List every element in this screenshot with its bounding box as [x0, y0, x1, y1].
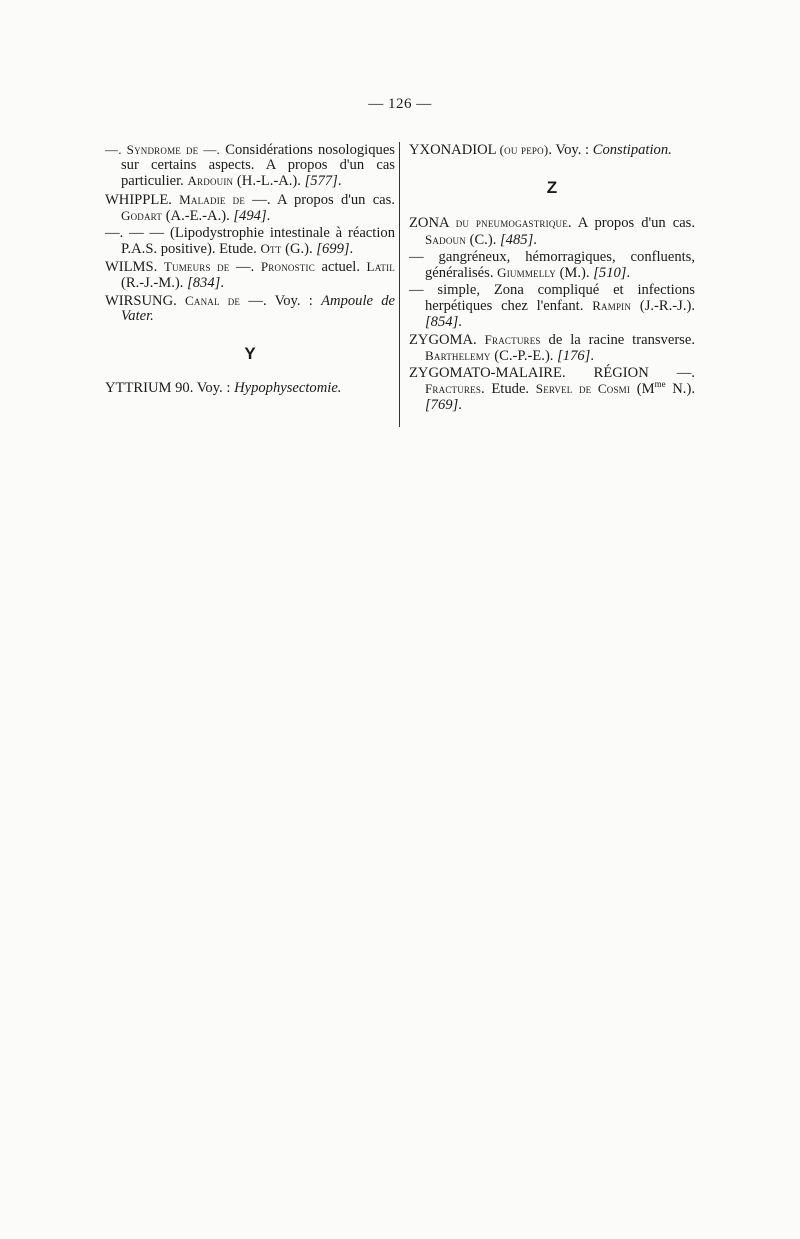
entry-author: Latil — [366, 259, 395, 275]
entry-text: . A propos d'un cas. — [567, 215, 695, 232]
entry-initials: (A.-E.-A.). — [162, 207, 234, 224]
entry-reference: [854] — [425, 313, 459, 330]
entry-reference: [577] — [304, 173, 338, 190]
index-entry — [409, 250, 695, 281]
entry-subheading: Tumeurs de — [163, 259, 230, 275]
entry-initials: (M.). — [555, 265, 594, 282]
entry-reference: [510] — [593, 265, 627, 282]
left-column — [105, 142, 395, 399]
entry-text: Considérations nosologiques sur certains aspects. A propos d'un cas particulier. — [121, 142, 395, 190]
entry-text: —. A propos d'un cas. — [245, 191, 395, 208]
entry-author: Ardouin — [187, 173, 234, 189]
right-column — [409, 142, 695, 415]
entry-heading: ZYGOMA. — [409, 331, 485, 348]
page-number: — 126 — — [368, 96, 432, 112]
index-entry — [409, 332, 695, 364]
entry-heading: ZYGOMATO-MALAIRE. RÉGION —. — [409, 365, 695, 382]
entry-see-also: Constipation. — [592, 142, 672, 158]
entry-subheading: (ou pepo) — [499, 142, 549, 157]
entry-initials: N.). — [665, 381, 695, 398]
entry-heading: WILMS. — [105, 259, 164, 276]
entry-end: . — [533, 231, 537, 248]
entry-heading: —. — — (Lipodystrophie intestinale à réaction P.A.S. positive). Etude. — [105, 225, 395, 258]
entry-subheading: Fractures — [425, 381, 482, 397]
entry-end: . — [349, 241, 354, 258]
entry-author: Ott — [260, 241, 282, 257]
index-entry — [409, 215, 695, 247]
entry-author: Servel de Cosmi — [535, 381, 631, 397]
entry-text: . Voy. : — [548, 142, 593, 158]
entry-reference: [834] — [187, 274, 221, 291]
entry-author: Rampin — [592, 298, 632, 314]
entry-heading: ZONA — [409, 215, 456, 232]
entry-end: . — [337, 173, 342, 190]
entry-initials: (C.). — [465, 231, 500, 248]
entry-reference: [176] — [557, 348, 591, 365]
entry-subheading: Maladie de — [179, 191, 246, 207]
entry-text: . Etude. — [481, 381, 536, 398]
entry-heading: — gangréneux, hémorragiques, confluents, généralisés. — [409, 248, 695, 282]
index-entry — [105, 293, 395, 324]
entry-initials: (R.-J.-M.). — [121, 274, 188, 291]
entry-end: . — [458, 396, 462, 413]
entry-author: Giummelly — [497, 265, 556, 281]
entry-author: Godart — [121, 207, 163, 223]
entry-text: de la racine transverse. — [540, 331, 695, 348]
index-entry — [409, 283, 695, 330]
entry-subheading: du pneumogastrique — [455, 215, 568, 231]
entry-subheading: Canal de — [185, 292, 241, 308]
entry-heading: WHIPPLE. — [105, 191, 180, 208]
entry-heading: WIRSUNG. — [105, 292, 185, 309]
entry-author: Sadoun — [425, 231, 466, 247]
entry-text: —. Voy. : — [240, 292, 322, 309]
entry-see-also: Ampoule de Vater. — [121, 292, 396, 325]
entry-superscript: me — [654, 379, 666, 390]
entry-subheading: Pronostic — [260, 259, 315, 275]
section-letter: Z — [546, 178, 558, 198]
entry-end: . — [590, 348, 595, 365]
entry-initials: (C.-P.-E.). — [490, 348, 558, 365]
entry-initials: (G.). — [281, 241, 317, 258]
index-entry — [105, 226, 395, 257]
entry-text: actuel. — [314, 259, 367, 276]
entry-heading: —. Syndrome de —. — [105, 142, 221, 157]
entry-end: . — [626, 265, 631, 282]
index-entry — [105, 259, 395, 290]
entry-reference: [485] — [500, 231, 534, 248]
index-entry — [105, 381, 395, 396]
entry-initials: (H.-L.-A.). — [233, 173, 305, 190]
entry-reference: [699] — [316, 241, 350, 258]
index-entry — [105, 192, 395, 224]
entry-subheading: Fractures — [484, 331, 541, 347]
entry-reference: [494] — [233, 207, 267, 224]
index-entry — [409, 142, 695, 158]
entry-end: . — [458, 313, 462, 330]
entry-end: . — [220, 274, 224, 291]
entry-initials: (J.-R.-J.). — [631, 298, 695, 315]
column-divider — [399, 142, 400, 427]
entry-text: —. — [229, 259, 261, 276]
entry-end: . — [266, 207, 271, 224]
entry-initials: (M — [630, 381, 655, 398]
entry-reference: [769] — [425, 396, 459, 413]
index-entry — [105, 142, 395, 190]
entry-heading: YTTRIUM 90. Voy. : — [105, 380, 235, 397]
entry-heading: — simple, Zona compliqué et infections herpétiques chez l'enfant. — [409, 282, 695, 315]
entry-author: Barthelemy — [425, 348, 491, 364]
index-entry — [409, 366, 695, 413]
section-letter: Y — [244, 344, 256, 364]
entry-heading: YXONADIOL — [409, 142, 500, 158]
entry-see-also: Hypophysectomie. — [234, 380, 342, 397]
